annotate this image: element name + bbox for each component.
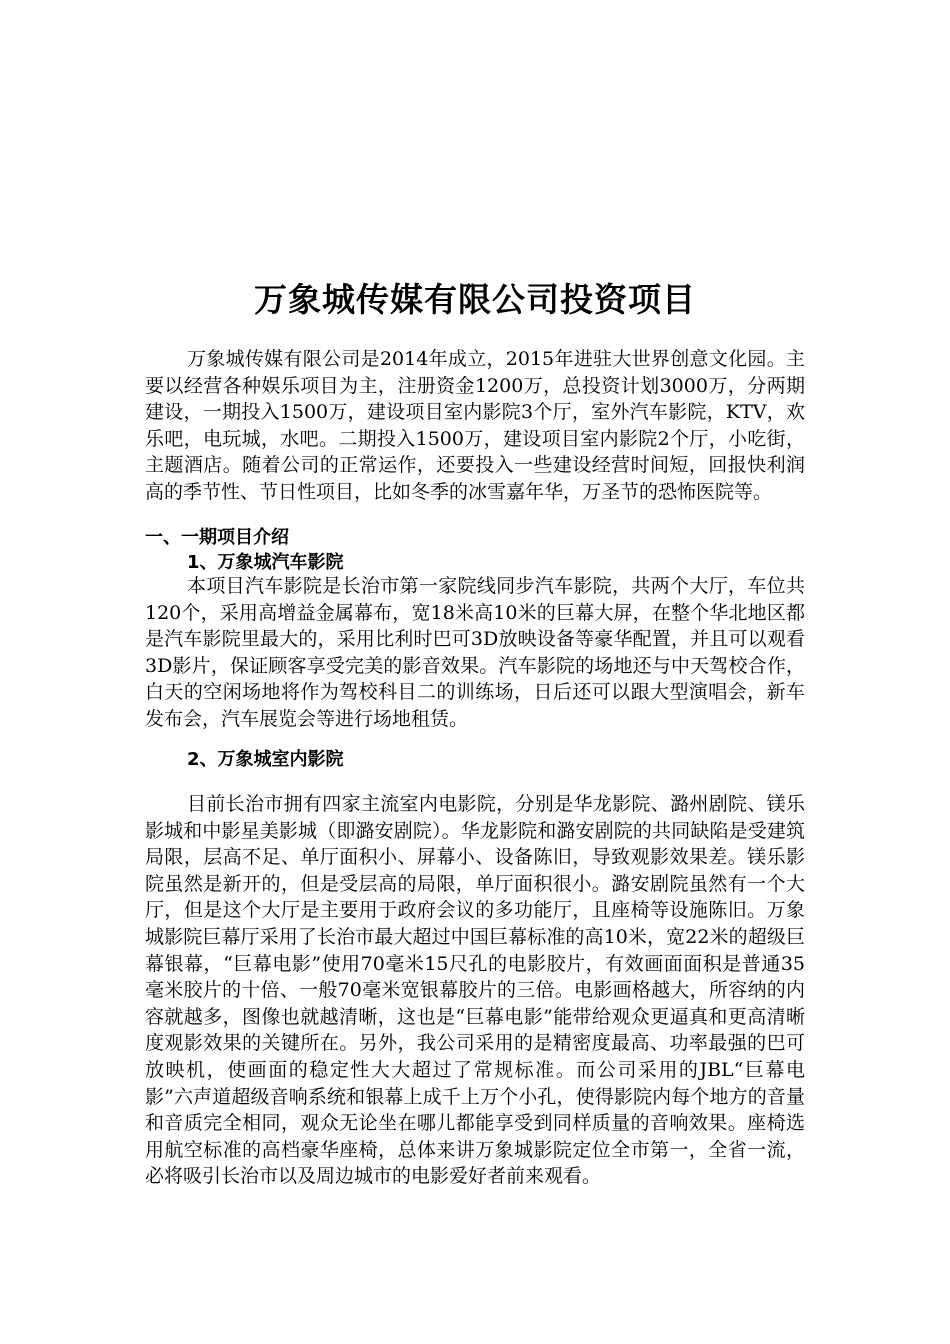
subheading-drive-in-cinema: 1、万象城汽车影院 (187, 552, 344, 573)
intro-paragraph: 万象城传媒有限公司是2014年成立，2015年进驻大世界创意文化园。主要以经营各种娱乐项目为主，注册资金1200万，总投资计划3000万，分两期建设，一期投入1500万，建设项目室内影院3个厅，室外汽车影院，KTV，欢乐吧，电玩城，水吧。二期投入1500万，建设项目室内影院2个厅，小吃街，主题酒店。随着公司的正常运作，还要投入一些建设经营时间短，回报快利润高的季节性、节日性项目，比如冬季的冰雪嘉年华，万圣节的恐怖医院等。 (145, 348, 805, 503)
document-title: 万象城传媒有限公司投资项目 (254, 280, 696, 319)
section-heading-phase-one: 一、一期项目介绍 (145, 527, 289, 548)
indoor-cinema-paragraph: 目前长治市拥有四家主流室内电影院，分别是华龙影院、潞州剧院、镁乐影城和中影星美影城（即潞安剧院）。华龙影院和潞安剧院的共同缺陷是受建筑局限，层高不足、单厅面积小、屏幕小、设备陈旧，导致观影效果差。镁乐影院虽然是新开的，但是受层高的局限，单厅面积很小。潞安剧院虽然有一个大厅，但是这个大厅是主要用于政府会议的多功能厅，且座椅等设施陈旧。万象城影院巨幕厅采用了长治市最大超过中国巨幕标准的高10米，宽22米的超级巨幕银幕，“巨幕电影”使用70毫米15尺孔的电影胶片，有效画面面积是普通35毫米胶片的十倍、一般70毫米宽银幕胶片的三倍。电影画格越大，所容纳的内容就越多，图像也就越清晰，这也是“巨幕电影”能带给观众更逼真和更高清晰度观影效果的关键所在。另外，我公司采用的是精密度最高、功率最强的巴可放映机，使画面的稳定性大大超过了常规标准。而公司采用的JBL“巨幕电影”六声道超级音响系统和银幕上成千上万个小孔，使得影院内每个地方的音量和音质完全相同，观众无论坐在哪儿都能享受到同样质量的音响效果。座椅选用航空标准的高档豪华座椅，总体来讲万象城影院定位全市第一，全省一流，必将吸引长治市以及周边城市的电影爱好者前来观看。 (145, 793, 805, 1188)
drive-in-cinema-paragraph: 本项目汽车影院是长治市第一家院线同步汽车影院，共两个大厅，车位共120个，采用高增益金属幕布，宽18米高10米的巨幕大屏，在整个华北地区都是汽车影院里最大的，采用比利时巴可3D放映设备等豪华配置，并且可以观看3D影片，保证顾客享受完美的影音效果。汽车影院的场地还与中天驾校合作，白天的空闲场地将作为驾校科目二的训练场，日后还可以跟大型演唱会，新车发布会，汽车展览会等进行场地租赁。 (145, 575, 805, 730)
subheading-indoor-cinema: 2、万象城室内影院 (187, 749, 344, 770)
